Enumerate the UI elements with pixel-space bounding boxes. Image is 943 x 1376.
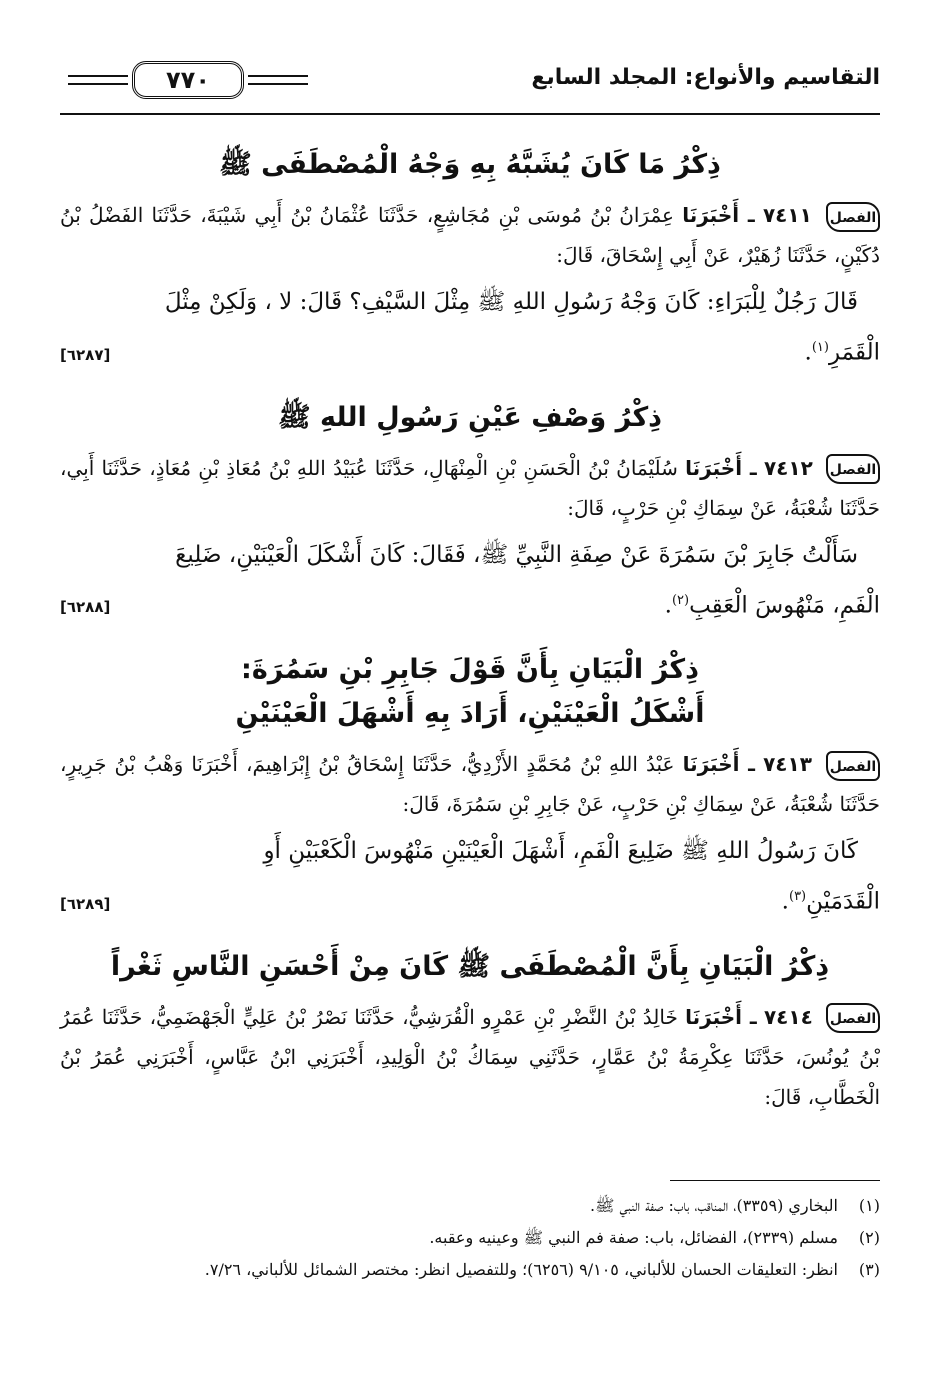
chapter-heading — [60, 396, 880, 440]
book-page — [60, 55, 880, 1355]
hadith-section — [60, 945, 880, 1117]
running-title: التقاسيم والأنواع: المجلد السابع — [531, 65, 880, 90]
fasl-badge-icon: الفصل — [826, 1003, 880, 1033]
matn-end: الْقَدَمَيْنِ — [806, 888, 880, 915]
footnote-text: البخاري (٣٣٥٩)، المناقب، باب: صفة النبي ﷺ. — [590, 1196, 838, 1215]
hadith-isnad: الفصل ٧٤١١ ـ أَخْبَرَنَا عِمْرَانُ بْنُ مُوسَى بْنِ مُجَاشِعٍ، حَدَّثَنَا عُثْمَانُ بْنُ أَبِي شَيْبَةَ، حَدَّثَنَا الفَضْلُ بْنُ دُكَيْنٍ، حَدَّثَنَا زُهَيْرٌ، عَنْ أَبِي إِسْحَاقَ، قَالَ: — [60, 203, 880, 267]
hadith-number: ٧٤١٢ — [763, 455, 813, 480]
matn-text: سَأَلْتُ جَابِرَ بْنَ سَمُرَةَ عَنْ صِفَةِ النَّبِيِّ ﷺ، فَقَالَ: كَانَ أَشْكَلَ الْعَيْنَيْنِ، ضَلِيعَ — [175, 541, 858, 568]
chapter-heading — [60, 648, 880, 736]
hadith-section — [60, 396, 880, 631]
isnad-text: عَبْدُ اللهِ بْنُ مُحَمَّدٍ الأَزْدِيُّ، حَدَّثَنَا إِسْحَاقُ بْنُ إِبْرَاهِيمَ، أَخْبَرَنَا وَهْبُ بْنُ جَرِيرٍ، حَدَّثَنَا شُعْبَةُ، عَنْ سِمَاكِ بْنِ حَرْبٍ، عَنْ جَابِرِ بْنِ سَمُرَةَ، قَالَ: — [60, 752, 880, 817]
akhbarana-label: أَخْبَرَنَا — [685, 1004, 743, 1029]
fasl-badge-icon: الفصل — [826, 202, 880, 232]
footnote-marker: (٢) — [671, 592, 690, 608]
akhbarana-label: أَخْبَرَنَا — [682, 752, 740, 777]
cross-reference: [٦٢٨٩] — [60, 894, 111, 913]
ornament-line-left — [68, 75, 128, 85]
footnote-separator — [670, 1180, 880, 1181]
akhbarana-label: أَخْبَرَنَا — [682, 203, 740, 227]
hadith-matn — [60, 532, 880, 578]
hadith-section — [60, 143, 880, 378]
heading-line: ذِكْرُ الْبَيَانِ بِأَنَّ الْمُصْطَفَى ﷺ كَانَ مِنْ أَحْسَنِ النَّاسِ ثَغْراً — [110, 950, 830, 982]
matn-text: كَانَ رَسُولُ اللهِ ﷺ ضَلِيعَ الْفَمِ، أَشْهَلَ الْعَيْنَيْنِ مَنْهُوسَ الْكَعْبَيْنِ أَوِ — [263, 838, 858, 865]
matn-text: قَالَ رَجُلٌ لِلْبَرَاءِ: كَانَ وَجْهُ رَسُولِ اللهِ ﷺ مِثْلَ السَّيْفِ؟ قَالَ: لا ، وَلَكِنْ مِثْلَ — [164, 289, 858, 315]
page-number: ٧٧٠ — [132, 61, 244, 99]
cross-reference: [٦٢٨٨] — [60, 598, 111, 617]
fasl-badge-icon: الفصل — [826, 751, 880, 781]
hadith-number: ٧٤١٣ — [763, 752, 812, 777]
hadith-number: ٧٤١١ — [762, 203, 812, 227]
chapter-heading — [60, 143, 880, 187]
akhbarana-label: أَخْبَرَنَا — [685, 455, 743, 480]
footnote-marker: (١) — [811, 340, 829, 355]
heading-line: ذِكْرُ وَصْفِ عَيْنِ رَسُولِ اللهِ ﷺ — [278, 401, 662, 433]
hadith-number: ٧٤١٤ — [763, 1004, 813, 1029]
footnote — [60, 1254, 880, 1286]
heading-line: ذِكْرُ الْبَيَانِ بِأَنَّ قَوْلَ جَابِرِ بْنِ سَمُرَةَ: — [241, 654, 699, 686]
hadith-isnad: الفصل ٧٤١٢ ـ أَخْبَرَنَا سُلَيْمَانُ بْنُ الْحَسَنِ بْنِ الْمِنْهَالِ، حَدَّثَنَا عُبَيْدُ اللهِ بْنُ مُعَاذِ بْنِ مُعَاذٍ، حَدَّثَنَا أَبِي، حَدَّثَنَا شُعْبَةُ، عَنْ سِمَاكِ بْنِ حَرْبٍ، قَالَ: — [60, 455, 880, 520]
isnad-text: سُلَيْمَانُ بْنُ الْحَسَنِ بْنِ الْمِنْهَالِ، حَدَّثَنَا عُبَيْدُ اللهِ بْنُ مُعَاذِ بْنِ مُعَاذٍ، حَدَّثَنَا أَبِي، حَدَّثَنَا شُعْبَةُ، عَنْ سِمَاكِ بْنِ حَرْبٍ، قَالَ: — [60, 455, 880, 520]
page-header — [60, 55, 880, 125]
footnote-number: (٢) — [858, 1228, 880, 1247]
hadith-isnad: الفصل ٧٤١٤ ـ أَخْبَرَنَا خَالِدُ بْنُ النَّضْرِ بْنِ عَمْرٍو الْقُرَشِيُّ، حَدَّثَنَا نَصْرُ بْنُ عَلِيٍّ الْجَهْضَمِيُّ، حَدَّثَنَا عُمَرُ بْنُ يُونُسَ، حَدَّثَنَا عِكْرِمَةُ بْنُ عَمَّارٍ، حَدَّثَنِي سِمَاكُ بْنُ الْوَلِيدِ، أَخْبَرَنِي ابْنُ عَبَّاسٍ، أَخْبَرَنِي عُمَرُ بْنُ الْخَطَّابِ، قَالَ: — [60, 1004, 880, 1109]
header-rule — [60, 113, 880, 115]
matn-end-line: الْقَمَرِ$^{(١)}$. [٦٢٨٧] — [60, 325, 880, 378]
heading-line: ذِكْرُ مَا كَانَ يُشَبَّهُ بِهِ وَجْهُ الْمُصْطَفَى ﷺ — [219, 149, 721, 180]
ornament-line-right — [248, 75, 308, 85]
page-number-ornament — [60, 61, 320, 105]
cross-reference: [٦٢٨٧] — [60, 345, 111, 364]
matn-end-line: الْقَدَمَيْنِ$^{(٣)}$. [٦٢٨٩] — [60, 874, 880, 927]
isnad-text: خَالِدُ بْنُ النَّضْرِ بْنِ عَمْرٍو الْقُرَشِيُّ، حَدَّثَنَا نَصْرُ بْنُ عَلِيٍّ الْجَهْضَمِيُّ، حَدَّثَنَا عُمَرُ بْنُ يُونُسَ، حَدَّثَنَا عِكْرِمَةُ بْنُ عَمَّارٍ، حَدَّثَنِي سِمَاكُ بْنُ الْوَلِيدِ، أَخْبَرَنِي ابْنُ عَبَّاسٍ، أَخْبَرَنِي عُمَرُ بْنُ الْخَطَّابِ، قَالَ: — [60, 1004, 880, 1109]
fasl-badge-icon: الفصل — [826, 454, 880, 484]
hadith-matn — [60, 828, 880, 874]
heading-line: أَشْكَلُ الْعَيْنَيْنِ، أَرَادَ بِهِ أَشْهَلَ الْعَيْنَيْنِ — [235, 698, 705, 730]
hadith-section — [60, 648, 880, 927]
footnote — [60, 1222, 880, 1254]
footnote-marker: (٣) — [788, 889, 807, 905]
footnote-text: انظر: التعليقات الحسان للألباني، ٩/١٠٥ (٦٢٥٦)؛ وللتفصيل انظر: مختصر الشمائل للألباني، ٧/٢٦. — [204, 1260, 838, 1279]
chapter-heading — [60, 945, 880, 989]
matn-end: الْفَمِ، مَنْهُوسَ الْعَقِبِ — [689, 592, 880, 619]
footnote-text: مسلم (٢٣٣٩)، الفضائل، باب: صفة فم النبي ﷺ وعينيه وعقبه. — [429, 1228, 838, 1247]
footnotes — [60, 1190, 880, 1286]
footnote-number: (٣) — [858, 1260, 880, 1279]
page-body — [60, 143, 880, 1117]
matn-end: الْقَمَرِ — [828, 339, 880, 366]
matn-end-line: الْفَمِ، مَنْهُوسَ الْعَقِبِ$^{(٢)}$. [٦٢٨٨] — [60, 578, 880, 631]
footnote — [60, 1190, 880, 1222]
isnad-text: عِمْرَانُ بْنُ مُوسَى بْنِ مُجَاشِعٍ، حَدَّثَنَا عُثْمَانُ بْنُ أَبِي شَيْبَةَ، حَدَّثَنَا الفَضْلُ بْنُ دُكَيْنٍ، حَدَّثَنَا زُهَيْرٌ، عَنْ أَبِي إِسْحَاقَ، قَالَ: — [60, 203, 880, 267]
hadith-matn — [60, 279, 880, 325]
hadith-isnad: الفصل ٧٤١٣ ـ أَخْبَرَنَا عَبْدُ اللهِ بْنُ مُحَمَّدٍ الأَزْدِيُّ، حَدَّثَنَا إِسْحَاقُ بْنُ إِبْرَاهِيمَ، أَخْبَرَنَا وَهْبُ بْنُ جَرِيرٍ، حَدَّثَنَا شُعْبَةُ، عَنْ سِمَاكِ بْنِ حَرْبٍ، عَنْ جَابِرِ بْنِ سَمُرَةَ، قَالَ: — [60, 752, 880, 817]
footnote-number: (١) — [858, 1196, 880, 1215]
